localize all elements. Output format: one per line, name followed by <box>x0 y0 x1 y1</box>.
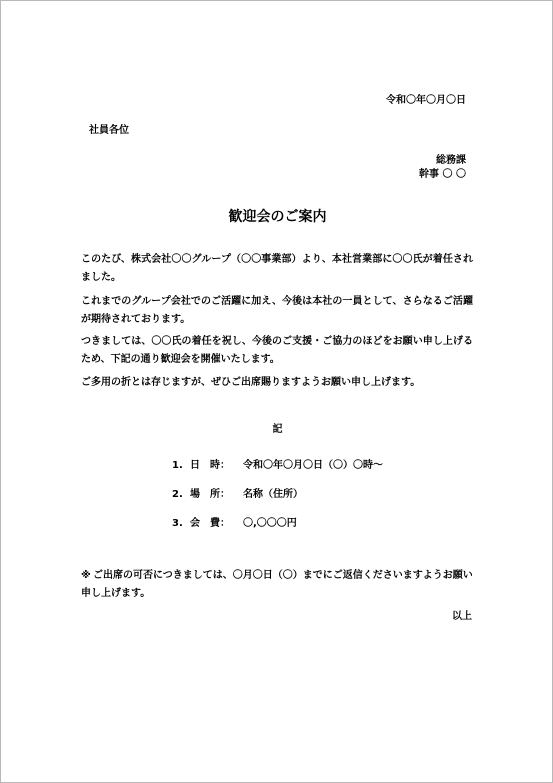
document-title: 歓迎会のご案内 <box>228 209 327 225</box>
item-value: 名称（住所） <box>243 489 303 500</box>
item-value: 令和〇年〇月〇日（〇）〇時～ <box>243 460 383 471</box>
sender-name: 幹事 〇 〇 <box>419 169 466 180</box>
closing: 以上 <box>452 611 472 622</box>
item-label: 日 時： <box>190 460 230 471</box>
document-date: 令和〇年〇月〇日 <box>386 95 466 106</box>
paragraph-1: このたび、株式会社〇〇グループ（〇〇事業部）より、本社営業部に〇〇氏が着任されました。 <box>81 254 473 283</box>
sender-department: 総務課 <box>436 155 466 166</box>
paragraph-4: ご多用の折とは存じますが、ぜひご出席賜りますようお願い申し上げます。 <box>81 377 421 388</box>
event-item-place <box>172 488 303 502</box>
item-number: 3. <box>172 518 183 529</box>
event-item-date <box>172 459 383 473</box>
item-number: 2. <box>172 489 183 500</box>
note-text: ご出席の可否につきましては、〇月〇日（〇）までにご返信くださいますようお願い申し上げます。 <box>81 570 473 599</box>
item-value: 〇,〇〇〇円 <box>243 518 297 529</box>
event-item-fee <box>172 517 297 531</box>
rsvp-note <box>81 567 477 603</box>
recipient: 社員各位 <box>89 125 129 136</box>
ki-heading: 記 <box>272 424 283 435</box>
paragraph-3: つきましては、〇〇氏の着任を祝し、今後のご支援・ご協力のほどをお願い申し上げるため、下記の通り歓迎会を開催いたします。 <box>81 336 473 365</box>
item-number: 1. <box>172 460 183 471</box>
item-label: 場 所： <box>190 489 230 500</box>
item-label: 会 費： <box>190 518 230 529</box>
paragraph-2: これまでのグループ会社でのご活躍に加え、今後は本社の一員として、さらなるご活躍が期待されております。 <box>81 296 473 325</box>
note-mark: ※ <box>81 570 91 581</box>
